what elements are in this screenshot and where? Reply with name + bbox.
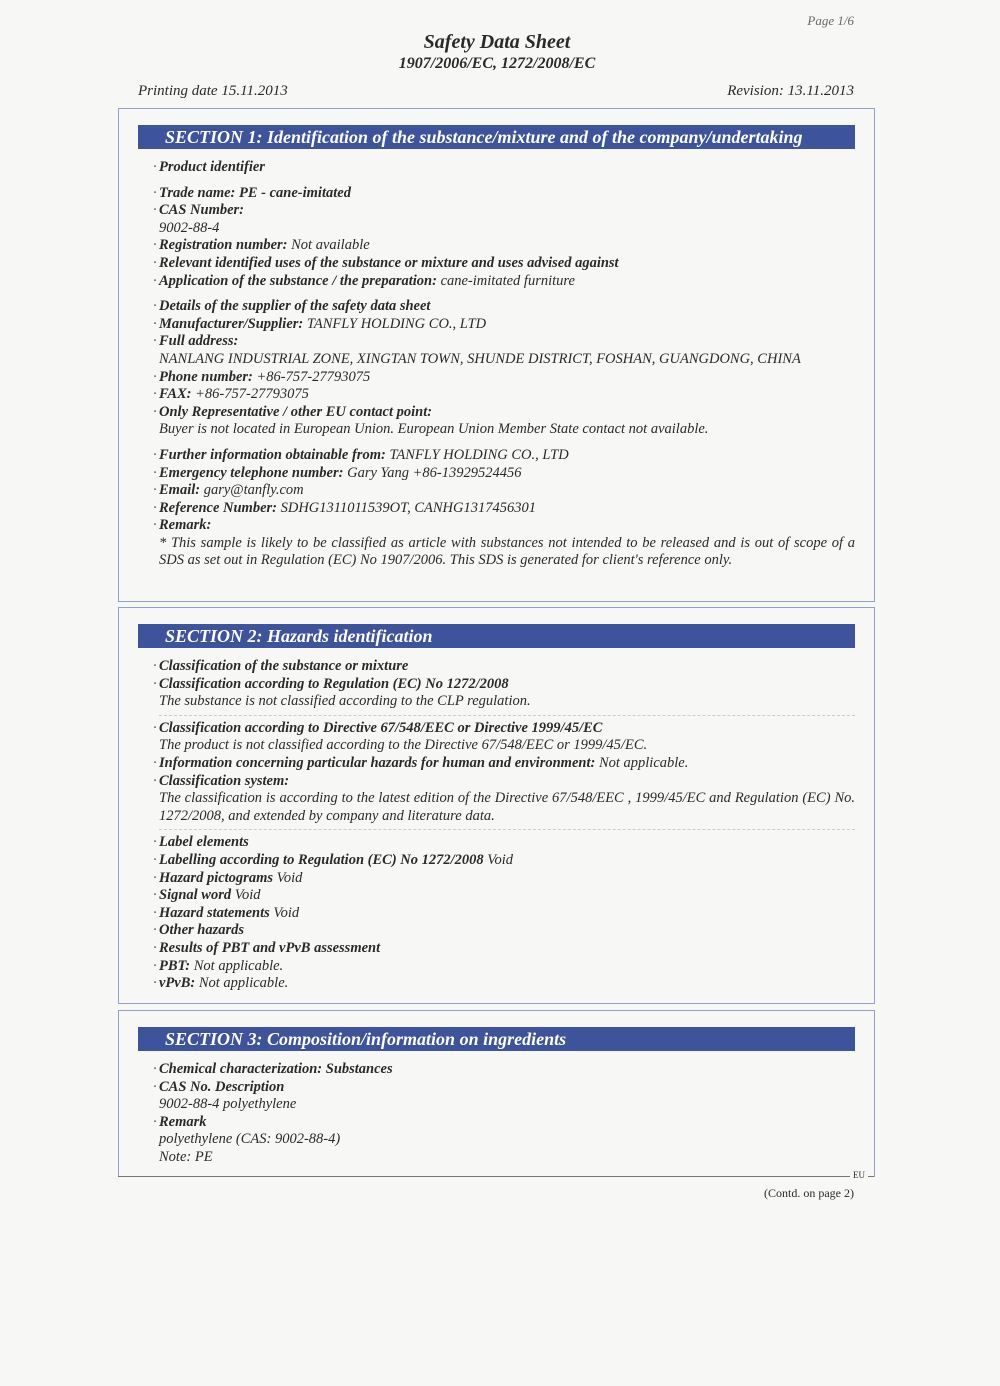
field-value: NANLANG INDUSTRIAL ZONE, XINGTAN TOWN, SHUNDE DISTRICT, FOSHAN, GUANGDONG, CHINA [159, 350, 801, 367]
field-value: Buyer is not located in European Union. European Union Member State contact not available. [159, 421, 709, 438]
field-label: Product identifier [159, 159, 265, 175]
field-value: Void [483, 851, 514, 868]
field-value: Not applicable. [190, 957, 284, 974]
field-label: CAS Number: [159, 202, 245, 219]
field-line [159, 1079, 855, 1097]
field-line [159, 773, 855, 791]
field-line [159, 975, 855, 993]
field-line [159, 870, 855, 888]
field-value: The product is not classified according to the Directive 67/548/EEC or 1999/45/EC. [159, 737, 648, 754]
field-line [159, 1149, 855, 1167]
field-line [159, 1061, 855, 1079]
field-value: TANFLY HOLDING CO., LTD [303, 315, 487, 332]
field-value: +86-757-27793075 [252, 368, 371, 385]
field-line [159, 1114, 855, 1132]
field-value: Not applicable. [595, 754, 689, 771]
field-value: TANFLY HOLDING CO., LTD [385, 446, 569, 463]
revision-date: Revision: 13.11.2013 [727, 83, 854, 99]
section-body [119, 648, 874, 999]
field-label: Classification of the substance or mixture [159, 658, 409, 674]
field-line [159, 852, 855, 870]
field-label: Information concerning particular hazards for human and environment: [159, 754, 596, 771]
printing-date: Printing date 15.11.2013 [138, 83, 288, 99]
field-line [159, 737, 855, 755]
field-line [159, 755, 855, 773]
field-line [159, 386, 855, 404]
field-line [159, 185, 855, 203]
field-label: Email: [159, 482, 201, 499]
field-line [159, 500, 855, 518]
field-label: Emergency telephone number: [159, 464, 344, 481]
field-value: cane-imitated furniture [436, 272, 575, 289]
field-value: Void [273, 869, 303, 886]
field-label: Chemical characterization: Substances [159, 1061, 393, 1077]
section-3-header: SECTION 3: Composition/information on ingredients [138, 1027, 855, 1051]
field-label: Registration number: [159, 237, 288, 254]
footer-rule [118, 1170, 874, 1180]
field-line [159, 237, 855, 255]
field-line [159, 790, 855, 825]
field-label: Only Representative / other EU contact point: [159, 403, 433, 420]
field-value: Note: PE [159, 1148, 213, 1165]
field-value: polyethylene (CAS: 9002-88-4) [159, 1131, 341, 1148]
field-label: Classification according to Regulation (EC) No 1272/2008 [159, 675, 509, 692]
field-value: Not available [287, 237, 370, 254]
field-line [159, 333, 855, 351]
field-line [159, 482, 855, 500]
field-value: The substance is not classified according to the CLP regulation. [159, 693, 531, 710]
field-label: Classification according to Directive 67/548/EEC or Directive 1999/45/EC [159, 719, 603, 736]
field-label: Phone number: [159, 368, 253, 385]
section-2-header: SECTION 2: Hazards identification [138, 624, 855, 648]
field-value: +86-757-27793075 [191, 386, 309, 403]
field-line [159, 298, 855, 316]
field-label: Signal word [159, 887, 232, 904]
field-line [159, 1131, 855, 1149]
field-value: Void [269, 904, 300, 921]
field-value: Gary Yang +86-13929524456 [343, 464, 522, 481]
field-line [159, 535, 855, 570]
field-line [159, 905, 855, 923]
field-line [159, 255, 855, 273]
field-line [159, 829, 855, 852]
field-label: Hazard pictograms [159, 869, 273, 886]
field-value: 9002-88-4 polyethylene [159, 1096, 297, 1113]
field-line [159, 517, 855, 535]
field-value: SDHG1311011539OT, CANHG1317456301 [276, 499, 536, 516]
section-body [119, 149, 874, 576]
field-label: Other hazards [159, 922, 245, 939]
field-line [159, 316, 855, 334]
field-label: Hazard statements [159, 904, 270, 921]
field-line [159, 351, 855, 369]
field-label: Trade name: PE - cane-imitated [159, 184, 351, 201]
field-line [159, 369, 855, 387]
field-value: 9002-88-4 [159, 219, 220, 236]
field-label: Labelling according to Regulation (EC) No 1272/2008 [159, 851, 484, 868]
field-line [159, 715, 855, 738]
field-label: Label elements [159, 834, 249, 851]
eu-mark: EU [850, 1170, 868, 1180]
field-line [159, 421, 855, 439]
field-value: Void [231, 887, 261, 904]
field-label: Relevant identified uses of the substance or mixture and uses advised against [159, 254, 619, 271]
field-line [159, 220, 855, 238]
field-line [159, 404, 855, 422]
field-label: Application of the substance / the preparation: [159, 272, 437, 289]
continued-note: (Contd. on page 2) [764, 1186, 854, 1200]
field-line [159, 887, 855, 905]
field-label: CAS No. Description [159, 1078, 285, 1095]
document-title: Safety Data Sheet [423, 31, 571, 53]
field-line [159, 447, 855, 465]
regulation-subtitle: 1907/2006/EC, 1272/2008/EC [398, 55, 596, 72]
field-line [159, 202, 855, 220]
field-line [159, 273, 855, 291]
page-number: Page 1/6 [807, 13, 854, 28]
field-value: Not applicable. [195, 975, 289, 992]
field-label: Reference Number: [159, 499, 277, 516]
field-label: Details of the supplier of the safety data sheet [159, 298, 431, 315]
section-2-box [118, 607, 875, 1004]
field-value: gary@tanfly.com [200, 482, 304, 499]
field-line [159, 940, 855, 958]
field-label: PBT: [159, 957, 191, 974]
section-body [119, 1051, 874, 1173]
field-label: Full address: [159, 333, 239, 350]
field-label: Further information obtainable from: [159, 446, 386, 463]
field-line [159, 1096, 855, 1114]
field-label: vPvB: [159, 975, 196, 992]
section-1-box [118, 108, 875, 602]
field-line [159, 922, 855, 940]
field-label: Remark [159, 1113, 207, 1130]
field-value: * This sample is likely to be classified as article with substances not intended to be released and is out of scope of a SDS as set out in Regulation (EC) No 1907/2006. This SDS is generated for client's reference only. [159, 534, 855, 569]
field-line [159, 693, 855, 711]
section-1-header: SECTION 1: Identification of the substance/mixture and of the company/undertaking [138, 125, 855, 149]
field-label: Remark: [159, 517, 212, 534]
field-line [159, 465, 855, 483]
field-label: FAX: [159, 386, 192, 403]
field-label: Results of PBT and vPvB assessment [159, 939, 381, 956]
field-value: The classification is according to the latest edition of the Directive 67/548/EEC , 1999/45/EC and Regulation (EC) No. 1272/2008, and extended by company and literature data. [159, 790, 855, 824]
field-line [159, 958, 855, 976]
field-line [159, 676, 855, 694]
field-label: Manufacturer/Supplier: [159, 315, 304, 332]
section-3-box [118, 1010, 875, 1177]
field-line [159, 658, 855, 676]
field-line [159, 159, 855, 177]
field-label: Classification system: [159, 772, 290, 789]
